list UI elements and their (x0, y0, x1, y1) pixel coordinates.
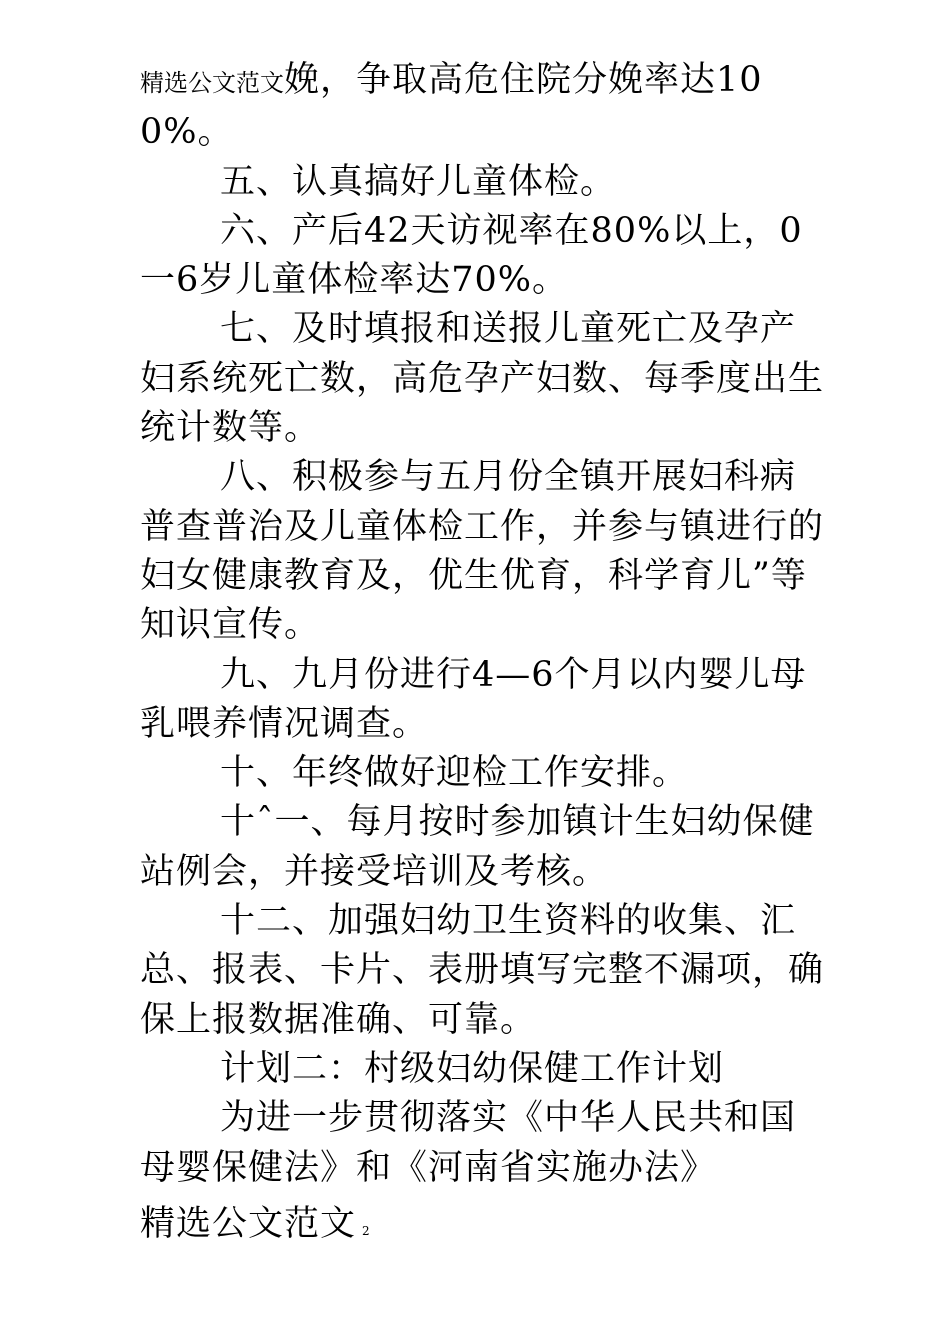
paragraph-9: 九、九月份进行4—6个月以内婴儿母乳喂养情况调查。 (140, 654, 807, 744)
header-label: 精选公文范文 (140, 69, 284, 97)
plan-two-heading: 计划二：村级妇幼保健工作计划 (220, 1048, 725, 1089)
paragraph-11: 十ˆ一、每月按时参加镇计生妇幼保健站例会，并接受培训及考核。 (140, 802, 815, 892)
footer-label: 精选公文范文 (140, 1204, 357, 1244)
paragraph-6: 六、产后42天访视率在80%以上，0一6岁儿童体检率达70%。 (140, 210, 803, 301)
continuation-text: 娩，争取高危住院分娩率达100%。 (140, 60, 763, 153)
paragraph-12: 十二、加强妇幼卫生资料的收集、汇总、报表、卡片、表册填写完整不漏项，确保上报数据准确、可靠。 (140, 901, 825, 1040)
page-number: 2 (362, 1224, 371, 1238)
paragraph-5: 五、认真搞好儿童体检。 (220, 161, 617, 202)
paragraph-7: 七、及时填报和送报儿童死亡及孕产妇系统死亡数，高危孕产妇数、每季度出生统计数等。 (140, 309, 825, 449)
continuation-paragraph (140, 56, 830, 158)
page-footer (140, 1200, 371, 1256)
document-body (140, 56, 830, 1193)
paragraph-8: 八、积极参与五月份全镇开展妇科病普查普治及儿童体检工作，并参与镇进行的妇女健康教育及，优生优育，科学育儿”等知识宣传。 (140, 457, 825, 646)
plan-two-intro: 为进一步贯彻落实《中华人民共和国母婴保健法》和《河南省实施办法》 (140, 1098, 797, 1188)
paragraph-10: 十、年终做好迎检工作安排。 (220, 753, 689, 794)
